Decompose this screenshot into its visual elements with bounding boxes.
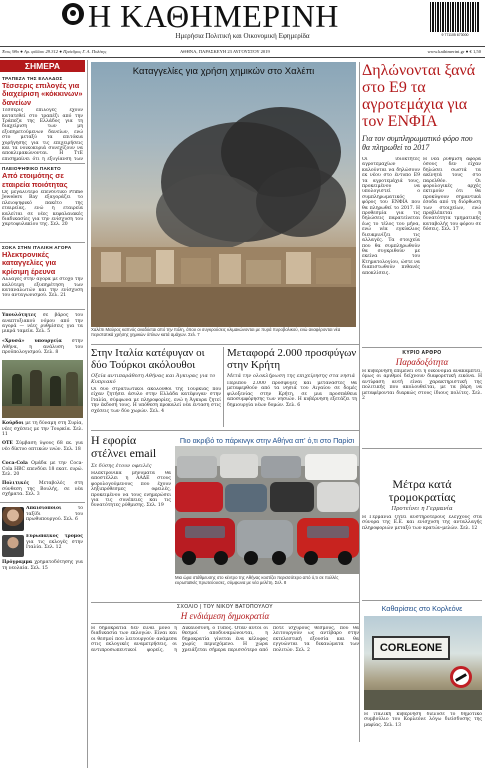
sidebar-bottom-2: Ευρωπαϊκός τρόμος για τις εκλογές στην Ιταλία. Σελ. 12: [0, 533, 85, 559]
masthead: [0, 0, 485, 46]
masthead-logo-icon: [62, 3, 84, 25]
corleone-sign-text: CORLEONE: [379, 642, 443, 654]
middle-story-2-subhead: Μετά την ολοκλήρωση της επιχείρησης στα νησιά: [227, 373, 355, 379]
sidebar-news-2: «Χρυσά» υπουργεία στην Αθήνα, η ανάλυση του προϋπολογισμού. Σελ. 8: [2, 339, 83, 356]
sidebar-photo: [2, 360, 83, 418]
website-price: www.kathimerini.gr ● € 1,50: [427, 49, 481, 54]
sidebar-bottom-3: Πρόγραμμα χρηματοδότησης για τη νεολαία. Σελ. 15: [2, 560, 83, 571]
sidebar-portrait-avatar: [2, 507, 24, 531]
measures-story-subhead: Προτείνει η Γερμανία: [391, 506, 453, 512]
email-story: [91, 434, 171, 604]
editorial-label: ΚΥΡΙΟ ΑΡΘΡΟ: [402, 350, 442, 356]
main-story-body-right: Η νέα ρύθμιση αφορά όσους δεν είχαν δηλώσει σωστά τα ακίνητά τους στο παρελθόν. Οι φορολογικές αρχές εκτιμούν ότι θα προκύψουν σημαντικά έσοδα από τη διόρθωση των στοιχείων, ενώ προβλέπεται η δυνατότητα τμηματικής καταβολής του φόρου σε δόσεις. Σελ. 17: [423, 157, 481, 233]
email-story-subhead: Σε δύσης έτουν οφειλές: [91, 463, 152, 469]
sidebar-section1-title: Τέσσερις επιλογές για διαχείριση «κόκκινων» δανείων: [2, 81, 83, 107]
lead-photo: [91, 62, 356, 327]
editorial-body: Η κυβέρνηση επιμένει ότι η οικονομία ανακάμπτει, όμως οι αριθμοί δείχνουν διαφορετική εικόνα. Η αντίφαση αυτή είναι χαρακτηριστική της πολιτικής που ακολουθείται, με τα βάρη να μεταφέρονται διαρκώς στους ίδιους πολίτες. Σελ. 2: [362, 369, 482, 402]
sidebar-section3-body: Αλλαγές στην αγορά με στόχο την καλύτερη εξυπηρέτηση των καταναλωτών και την ενίσχυση του ανταγωνισμού. Σελ. 21: [2, 277, 83, 299]
parking-photo: [175, 446, 359, 574]
sidebar-section2-title: Από ετοιμότης σε εταιρεία ποιότητας: [2, 171, 68, 189]
sidebar-news-1: Υπουλότητες σε βάρος του αναπτυξιακού νόμου από την αγορά — νέες ρυθμίσεις για τα μικρά ταμεία. Σελ. 5: [2, 313, 83, 335]
sidebar-heading: ΣΗΜΕΡΑ: [0, 60, 85, 72]
parking-caption: Μια ώρα στάθμευσης στο κέντρο της Αθήνας κοστίζει περισσότερο από ό,τι σε πολλές ευρωπαϊκές πρωτεύουσες, σύμφωνα με νέα μελέτη. Σελ. 8: [175, 575, 339, 585]
lead-photo-caption: Χαλέπι Μαύρος καπνός αναδύεται από την πόλη, όπου οι συγκρούσεις κλιμακώνονται με πυρά πυροβολικού, ενώ αναφέρονται νέα περιστατικά χρήσης χημικών όπλων κατά αμάχων. Σελ. 7: [91, 327, 341, 337]
parking-title: Πιο ακριβό το πάρκινγκ στην Αθήνα απ' ό,τι στο Παρίσι: [179, 436, 355, 445]
column-label: ΣΧΟΛΙΟ | ΤΟΥ ΝΙΚΟΥ ΒΑΤΟΠΟΥΛΟΥ: [176, 604, 274, 610]
sidebar-bottom-1: Απαισιόποιοι το ταξίδι του πρωθυπουργού. Σελ. 6: [0, 505, 85, 533]
column-body: Η δημοκρατία δεν είναι μόνο η διαδικασία των εκλογών. Είναι και οι θεσμοί που λειτουργούν ανάμεσα στις εκλογικές αναμετρήσεις, οι αντιπροσωπευτικοί φορείς, η Δικαιοσύνη, ο Τύπος. Όταν αυτοί οι θεσμοί αποδυναμώνονται, η δημοκρατία γίνεται ένα κέλυφος χωρίς περιεχόμενο. Η χώρα χρειάζεται σήμερα περισσότερο από ποτέ ισχυρούς θεσμούς, που θα λειτουργούν ως αντίβαρο στην εκτελεστική εξουσία και θα εγγυώνται τα δικαιώματα των πολιτών. Σελ. 2: [91, 626, 359, 653]
main-story-body-left: Οι ιδιοκτήτες αγροτεμαχίων καλούνται να δηλώσουν εκ νέου στο έντυπο Ε9 τα αγροτεμάχιά τους, προκειμένου να υπολογιστεί ο συμπληρωματικός φόρος του ΕΝΦΙΑ που θα πληρωθεί το 2017. Η προθεσμία για τις δηλώσεις παρατείνεται έως το τέλος του μήνα, ενώ νέα εγκύκλιος διευκρινίζει τις αλλαγές. Τα στοιχεία που θα συμπληρωθούν θα συγκριθούν με εκείνα του Κτηματολογίου, ώστε να διαπιστωθούν πιθανές αποκλίσεις.: [362, 157, 420, 276]
middle-story-2-body: Περίπου 2.000 πρόσφυγες και μετανάστες θα μεταφερθούν από τα νησιά του Αιγαίου σε δομές φιλοξενίας στην Κρήτη, σε μια προσπάθεια αποσυμφόρησης των νησιών. Η κυβέρνηση εξετάζει τη δημιουργία νέων δομών. Σελ. 6: [227, 381, 357, 408]
sidebar-news-6: Πολιτικές Μεταβολές στη σύνθεση της Βουλής, σε νέα σχήματα. Σελ. 3: [2, 481, 83, 498]
middle-story-1: [91, 347, 221, 427]
sidebar-section3-label: ΣΟΚΑ ΣΤΗΝ ΙΤΑΛΙΚΗ ΑΓΟΡΑ: [2, 245, 72, 251]
measures-story-headline: Μέτρα κατά τρομοκρατίας: [388, 477, 456, 504]
no-entry-sign-icon: [450, 666, 472, 688]
measures-story: [362, 478, 482, 598]
column-title: Η ενδιάμεση δημοκρατία: [180, 611, 270, 621]
sidebar-section3-title: Ηλεκτρονικές καταγγελίες για κρίσιμη έρευνα: [2, 250, 57, 276]
column: [91, 604, 359, 768]
corleone-sign: [372, 636, 450, 660]
sidebar-portrait-avatar-2: [2, 535, 24, 557]
corleone-title: Καθαρίσεις στο Κορλεόνε: [381, 604, 463, 613]
middle-story-1-body: Οι δύο στρατιωτικοί ακόλουθοι της Τουρκίας που είχαν ζητήσει άσυλο στην Ελλάδα κατέφυγαν στην Ιταλία, σύμφωνα με πληροφορίες, ενώ η Άγκυρα ζητεί την έκδοσή τους. Η υπόθεση προκαλεί νέα ένταση στις σχέσεις των δύο χωρών. Σελ. 4: [91, 387, 221, 414]
email-story-body: Ηλεκτρονικά μηνύματα θα αποστέλλει η ΑΑΔΕ στους φορολογούμενους που έχουν ληξιπρόθεσμες οφειλές, προκειμένου να τους ενημερώσει για τις συνέπειες και τις δυνατότητες ρύθμισης. Σελ. 19: [91, 471, 171, 509]
masthead-info-bar: [0, 47, 485, 57]
middle-story-1-subhead: Οξεία αντιπαράθεση Αθήνας και Άγκυρας για το Κυπριακό: [91, 373, 216, 385]
issue-date: ΑΘΗΝΑ, ΠΑΡΑΣΚΕΥΗ 23 ΑΥΓΟΥΣΤΟΥ 2019: [180, 49, 270, 54]
main-story-subhead: Για τον συμπληρωματικό φόρο που θα πληρωθεί το 2017: [362, 134, 473, 152]
email-story-headline: Η εφορία στέλνει email: [91, 433, 157, 460]
middle-story-2: [227, 347, 357, 427]
sidebar-section1-label: ΤΡΑΠΕΖΑ ΤΗΣ ΕΛΛΑΔΟΣ: [2, 76, 63, 81]
editorial: [362, 350, 482, 445]
masthead-title: Η ΚΑΘΗΜΕΡΙΝΗ: [88, 0, 339, 34]
barcode-number: 9 771105 673000: [441, 33, 469, 37]
sidebar-news-3: Κούρδοι με τη δύναμη στη Συρία, νέες σχέσεις με την Τουρκία. Σελ. 11: [2, 421, 83, 438]
sidebar-news-5: Coca-Cola Ομάδα με την Coca-Cola HBC επενδύει 18 εκατ. ευρώ. Σελ. 20: [2, 461, 83, 478]
sidebar-section2-label: ΠΛΕΙΟΨΗΦΙΚΟ ΠΑΚΕΤΟ: [2, 166, 62, 172]
masthead-subtitle: Ημερήσια Πολιτική και Οικονομική Εφημερίδα: [175, 32, 310, 40]
main-story-headline: Δηλώνονται ξανά στο Ε9 τα αγροτεμάχια για τον ΕΝΦΙΑ: [362, 62, 476, 130]
sidebar: [0, 60, 85, 768]
barcode: [430, 2, 480, 32]
issue-info: Έτος 98ο ● Αρ. φύλλου 29.312 ● Πρόεδρος Γ. Α. Πολίτης: [2, 49, 107, 54]
sidebar-news-4: ΟΤΕ Σύμβαση ύψους 68 εκ. για νέο δίκτυο οπτικών ινών. Σελ. 18: [2, 441, 83, 452]
main-story: [362, 62, 482, 347]
measures-story-body: Η Γερμανία ζητεί αυστηρότερους ελέγχους στα σύνορα της Ε.Ε. και ενίσχυση της ανταλλαγής πληροφοριών μεταξύ των κρατών-μελών. Σελ. 12: [362, 515, 482, 531]
middle-story-2-headline: Μεταφορά 2.000 προσφύγων στην Κρήτη: [227, 347, 357, 371]
corleone-caption: Η ιταλική κυβέρνηση διέλυσε το δημοτικό συμβούλιο του Κορλεόνε λόγω διείσδυσης της μαφίας. Σελ. 13: [364, 712, 482, 728]
sidebar-section1-body: Τέσσερις επιλογές έχουν κατατεθεί στο τραπέζι από την Τράπεζα της Ελλάδος για τη διαχείριση των μη εξυπηρετούμενων δανείων, ενώ στο μεταξύ τα επιτόκια χορήγησης για τις επιχειρήσεις και τα νοικοκυριά συνεχίζουν να αποκλιμακώνονται. Η ΤτΕ επισημαίνει ότι η εξυγίανση των: [2, 108, 83, 162]
lead-photo-title: Καταγγελίες για χρήση χημικών στο Χαλέπι: [132, 66, 315, 77]
editorial-title: Παραδοξότητα: [395, 357, 449, 367]
sidebar-section2-body: Ως μεγαλύτερο επενδυτικό Prime Jewelers Bay εξαγοράζει το πλειοψηφικό πακέτο της εταιρείας, ενώ η εταιρεία καλείται σε νέες κεφαλαιακές διαδικασίες για την ενίσχυση του χαρτοφυλακίου της. Σελ. 20: [2, 190, 83, 228]
middle-story-1-headline: Στην Ιταλία κατέφυγαν οι δύο Τούρκοι ακόλουθοι: [91, 347, 205, 371]
corleone-photo: [364, 616, 482, 710]
